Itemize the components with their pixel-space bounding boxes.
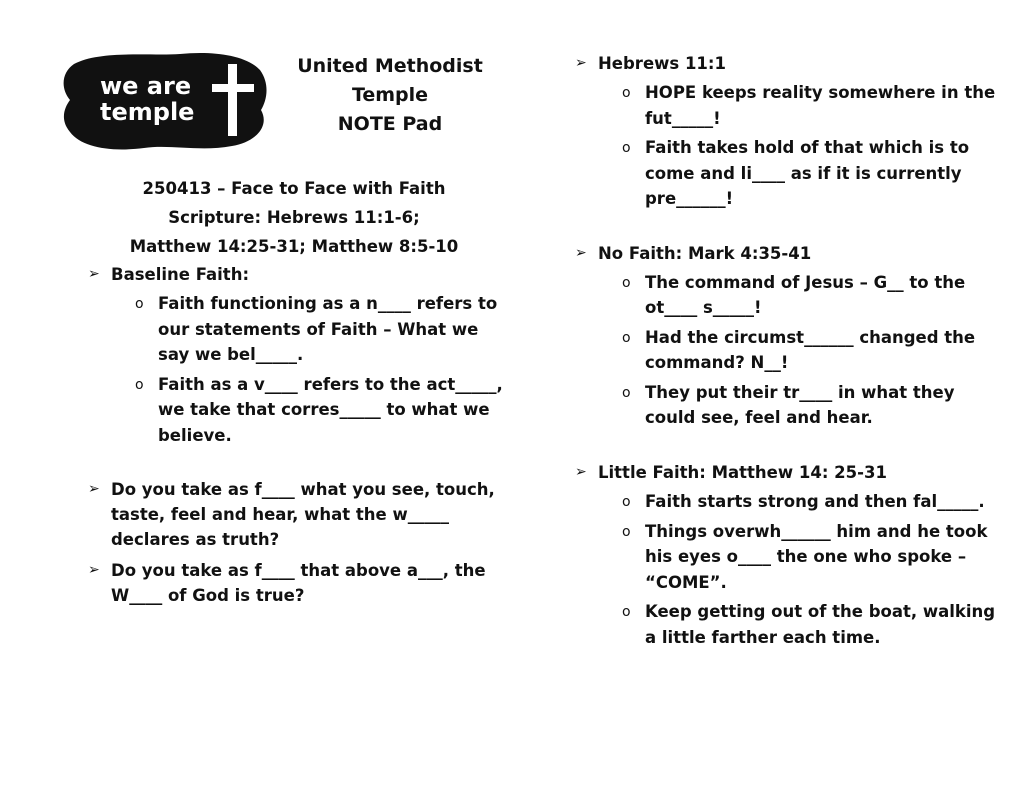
question-text: Do you take as f____ that above a___, the W____ of God is true? xyxy=(111,561,486,605)
circle-bullet-icon: o xyxy=(135,296,144,312)
arrow-bullet-icon: ➢ xyxy=(575,463,587,480)
section-heading: No Faith: Mark 4:35-41 xyxy=(598,243,812,263)
left-column xyxy=(88,262,508,608)
church-name-line1: United Methodist xyxy=(297,55,483,77)
note-item xyxy=(622,380,1005,431)
arrow-bullet-icon: ➢ xyxy=(575,244,587,261)
note-item xyxy=(622,519,1005,596)
we-are-temple-logo xyxy=(60,48,270,154)
note-text: Faith functioning as a n____ refers to our statements of Faith – What we say we bel_____. xyxy=(158,294,498,364)
logo-graphic xyxy=(60,48,270,154)
question-text: Do you take as f____ what you see, touch, taste, feel and hear, what the w_____ declares as truth? xyxy=(111,480,495,549)
right-column xyxy=(575,51,1005,650)
note-item xyxy=(622,80,1005,131)
circle-bullet-icon: o xyxy=(622,523,631,540)
sermon-header xyxy=(96,174,492,261)
circle-bullet-icon: o xyxy=(622,140,631,156)
note-item xyxy=(622,270,1005,321)
note-item xyxy=(622,325,1005,376)
circle-bullet-icon: o xyxy=(622,493,631,510)
note-item xyxy=(622,135,1005,212)
arrow-bullet-icon: ➢ xyxy=(88,562,100,578)
section-heading: Baseline Faith: xyxy=(111,265,250,284)
note-text: Faith takes hold of that which is to come and li____ as if it is currently pre______! xyxy=(645,138,970,208)
scripture-line2: Matthew 14:25-31; Matthew 8:5-10 xyxy=(129,237,459,256)
church-header xyxy=(290,52,490,139)
section-little-faith xyxy=(575,460,1005,485)
scripture-line1: Scripture: Hebrews 11:1-6; xyxy=(168,208,420,227)
circle-bullet-icon: o xyxy=(622,274,631,291)
question-item xyxy=(88,558,508,608)
section-heading: Little Faith: Matthew 14: 25-31 xyxy=(598,462,887,482)
circle-bullet-icon: o xyxy=(622,604,631,620)
note-text: Faith starts strong and then fal_____. xyxy=(645,491,985,511)
circle-bullet-icon: o xyxy=(622,85,631,101)
section-heading: Hebrews 11:1 xyxy=(598,54,726,73)
note-text: HOPE keeps reality somewhere in the fut_____! xyxy=(645,83,996,128)
note-item xyxy=(135,291,508,368)
arrow-bullet-icon: ➢ xyxy=(575,55,587,71)
question-item xyxy=(88,477,508,552)
logo-text-line1: we are xyxy=(100,72,192,100)
section-no-faith xyxy=(575,241,1005,266)
section-baseline-faith xyxy=(88,262,508,287)
circle-bullet-icon: o xyxy=(622,384,631,401)
circle-bullet-icon: o xyxy=(135,376,144,393)
note-item xyxy=(135,372,508,449)
note-text: Keep getting out of the boat, walking a little farther each time. xyxy=(645,602,996,647)
note-item xyxy=(622,599,1005,650)
sermon-title: 250413 – Face to Face with Faith xyxy=(142,179,446,198)
note-text: Faith as a v____ refers to the act_____, we take that corres_____ to what we believe. xyxy=(158,374,503,445)
note-text: They put their tr____ in what they could see, feel and hear. xyxy=(645,382,955,427)
notepad-title: NOTE Pad xyxy=(337,113,443,135)
church-name-line2: Temple xyxy=(351,84,429,106)
arrow-bullet-icon: ➢ xyxy=(88,266,100,282)
note-text: Things overwh______ him and he took his eyes o____ the one who spoke – “COME”. xyxy=(645,521,988,592)
circle-bullet-icon: o xyxy=(622,329,631,346)
note-text: Had the circumst______ changed the command? N__! xyxy=(645,327,976,372)
section-hebrews xyxy=(575,51,1005,76)
logo-text-line2: temple xyxy=(100,98,195,126)
note-item xyxy=(622,489,1005,515)
arrow-bullet-icon: ➢ xyxy=(88,481,100,497)
note-text: The command of Jesus – G__ to the ot____ s_____! xyxy=(645,272,966,317)
